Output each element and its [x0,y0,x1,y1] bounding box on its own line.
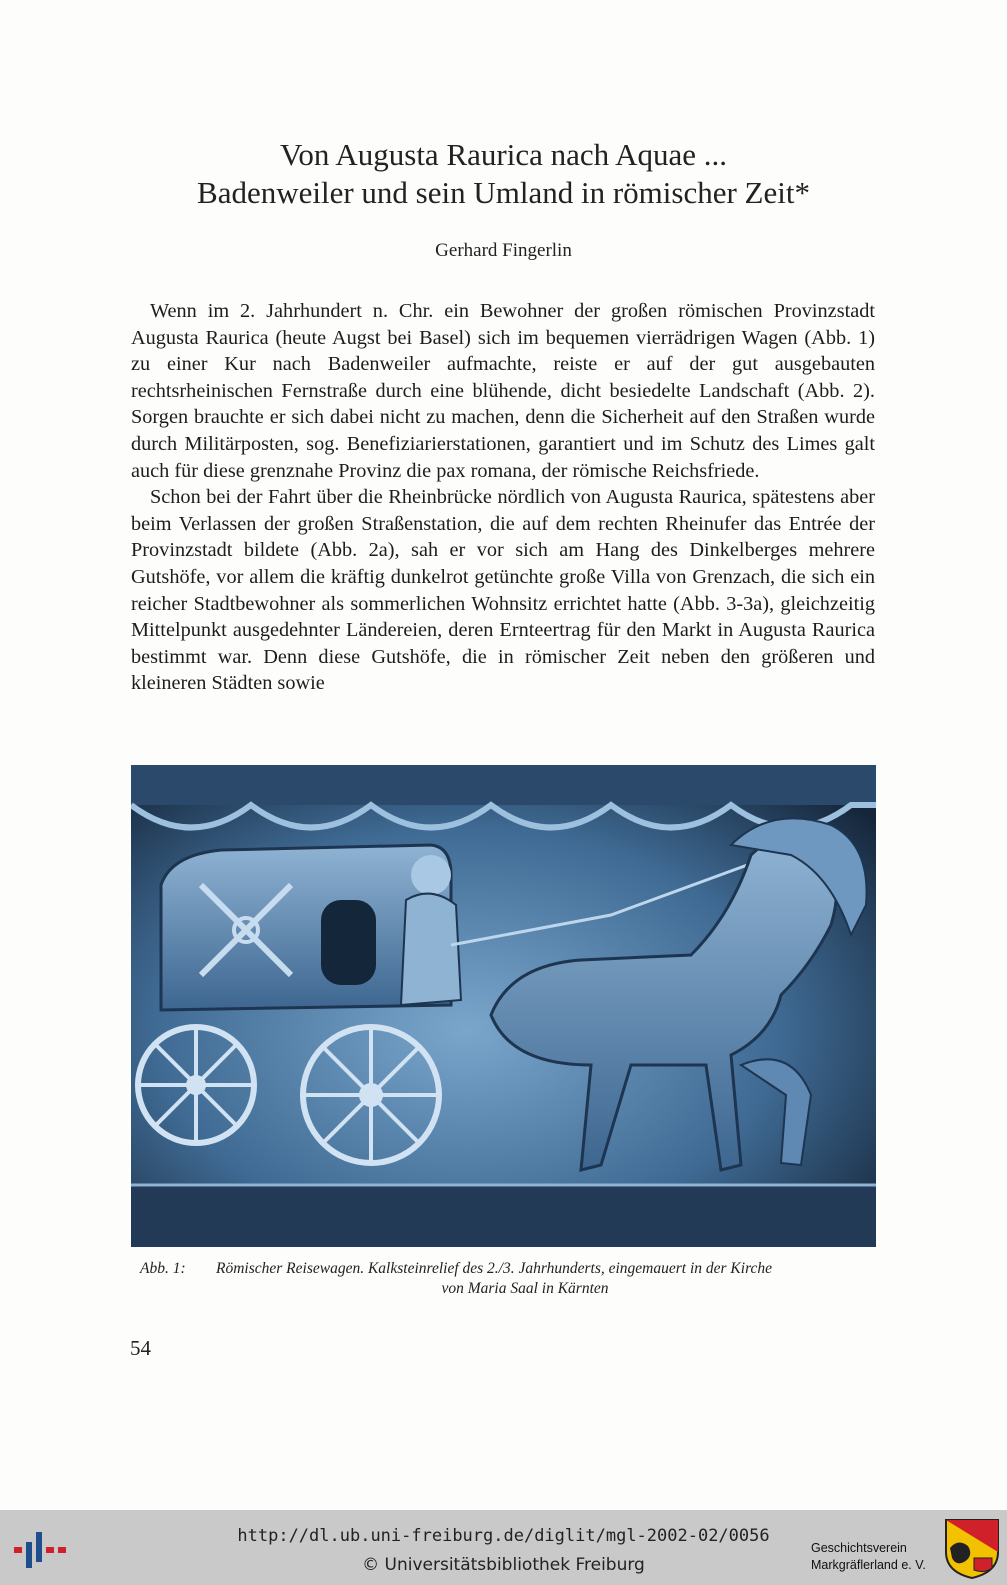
paragraph-1: Wenn im 2. Jahrhundert n. Chr. ein Bewohner der großen römischen Provinzstadt Augusta Raurica (heute Augst bei Basel) sich im bequemen vierrädrigen Wagen (Abb. 1) zu einer Kur nach Badenweiler aufmachte, reiste er auf der gut ausgebauten rechtsrheinischen Fernstraße durch eine blühende, dicht besiedelte Landschaft (Abb. 2). Sorgen brauchte er sich dabei nicht zu machen, denn die Sicherheit auf den Straßen wurde durch Militärposten, sog. Benefiziarierstationen, garantiert und im Schutz des Limes galt auch für diese grenznahe Provinz die pax romana, der römische Reichsfriede. [131,300,875,482]
title-line-2: Badenweiler und sein Umland in römischer Zeit* [197,175,810,210]
relief-photograph [131,765,876,1247]
article-body [131,298,875,697]
paragraph-2: Schon bei der Fahrt über die Rheinbrücke nördlich von Augusta Raurica, spätestens aber beim Verlassen der großen Straßenstation, die auf dem rechten Rheinufer das Entrée der Provinzstadt bildete (Abb. 2a), sah er vor sich am Hang des Dinkelberges mehrere Gutshöfe, vor allem die kräftig dunkelrot getünchte große Villa von Grenzach, die sich ein reicher Stadtbewohner als sommerlichen Wohnsitz errichtet hatte (Abb. 3-3a), gleichzeitig Mittelpunkt ausgedehnter Ländereien, deren Ernteertrag für den Markt in Augusta Raurica bestimmt war. Denn diese Gutshöfe, die in römischer Zeit neben den größeren und kleineren Städten sowie [131,486,875,695]
coat-of-arms-icon [944,1518,1000,1580]
title-line-1: Von Augusta Raurica nach Aquae ... [279,137,728,172]
figure-caption [140,1259,870,1299]
caption-line-1: Römischer Reisewagen. Kalksteinrelief des 2./3. Jahrhunderts, eingemauert in der Kirche [216,1260,773,1277]
caption-label: Abb. 1: [140,1260,186,1277]
document-url-link[interactable]: http://dl.ub.uni-freiburg.de/diglit/mgl-2002-02/0056 [237,1526,770,1546]
page-number: 54 [130,1336,151,1360]
society-name [811,1540,941,1574]
caption-line-2: von Maria Saal in Kärnten [441,1280,609,1297]
author-name: Gerhard Fingerlin [435,240,572,261]
article-title [0,136,1007,212]
carriage-relief-image [131,765,876,1247]
copyright-notice: © Universitätsbibliothek Freiburg [362,1555,645,1575]
society-line-1: Geschichtsverein [811,1541,907,1555]
repository-footer [0,1510,1007,1585]
society-line-2: Markgräflerland e. V. [811,1558,926,1572]
